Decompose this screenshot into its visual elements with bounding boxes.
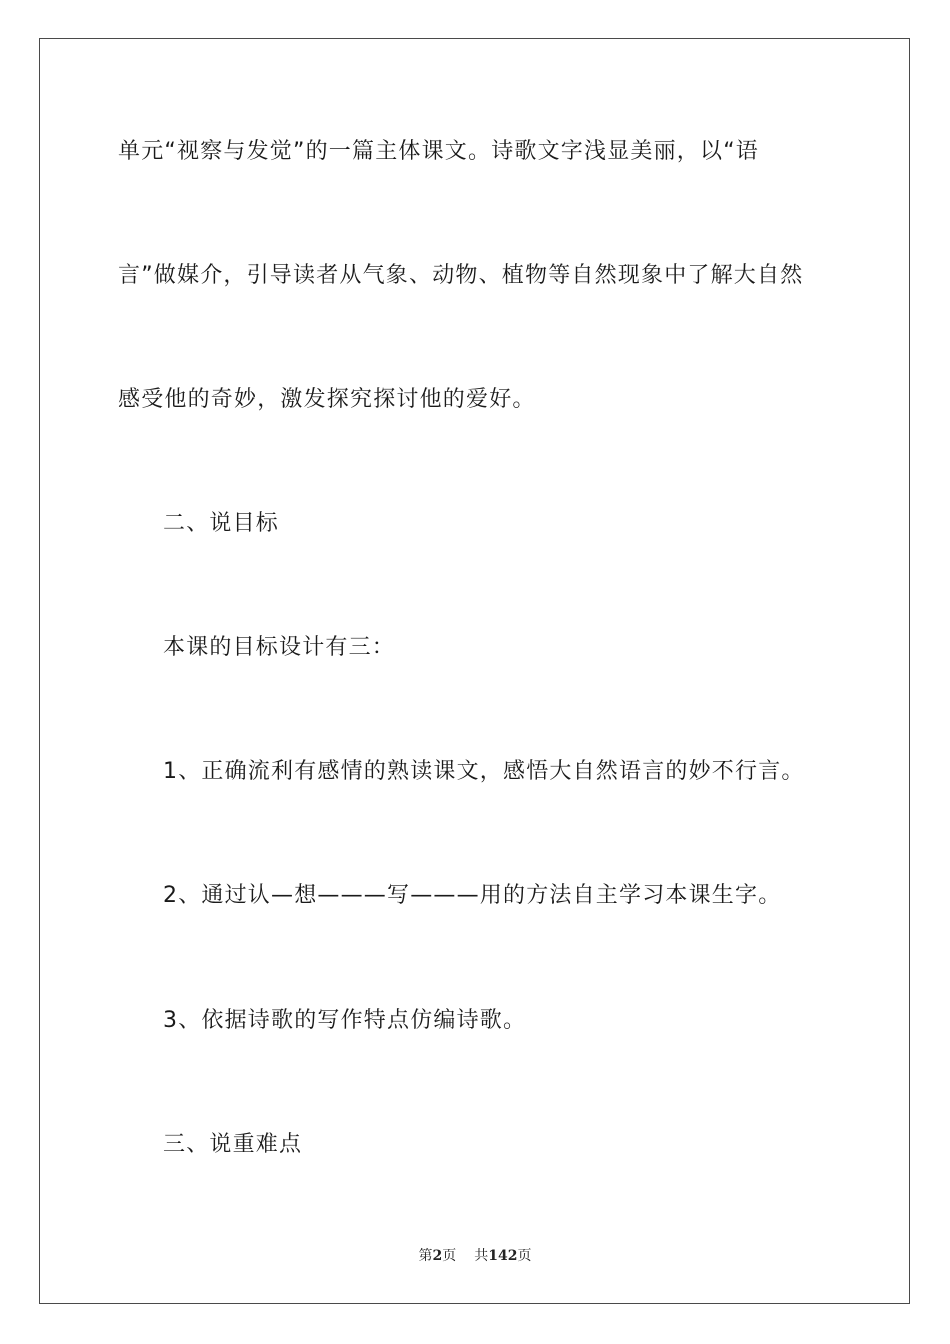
footer-total-pages: 142 <box>488 1248 518 1264</box>
page-footer <box>0 1246 950 1266</box>
body-line-2: 言”做媒介，引导读者从气象、动物、植物等自然现象中了解大自然 <box>118 263 804 288</box>
goal-item-1: 1、正确流利有感情的熟读课文，感悟大自然语言的妙不行言。 <box>163 759 805 784</box>
section-heading-goals: 二、说目标 <box>163 511 280 536</box>
goal-item-3: 3、依据诗歌的写作特点仿编诗歌。 <box>163 1008 527 1033</box>
goals-intro: 本课的目标设计有三： <box>163 635 396 660</box>
goal-item-2: 2、通过认—想———写———用的方法自主学习本课生字。 <box>163 883 782 908</box>
page-border <box>39 38 910 1304</box>
section-heading-key-points: 三、说重难点 <box>163 1132 303 1157</box>
footer-page-suffix: 页 <box>442 1248 457 1264</box>
body-line-1: 单元“视察与发觉”的一篇主体课文。诗歌文字浅显美丽，以“语 <box>118 139 759 164</box>
footer-total-suffix: 页 <box>517 1248 532 1264</box>
footer-total-prefix: 共 <box>474 1248 489 1264</box>
footer-page-prefix: 第 <box>418 1248 433 1264</box>
footer-page-number: 2 <box>432 1248 443 1264</box>
body-line-3: 感受他的奇妙，激发探究探讨他的爱好。 <box>118 387 536 412</box>
